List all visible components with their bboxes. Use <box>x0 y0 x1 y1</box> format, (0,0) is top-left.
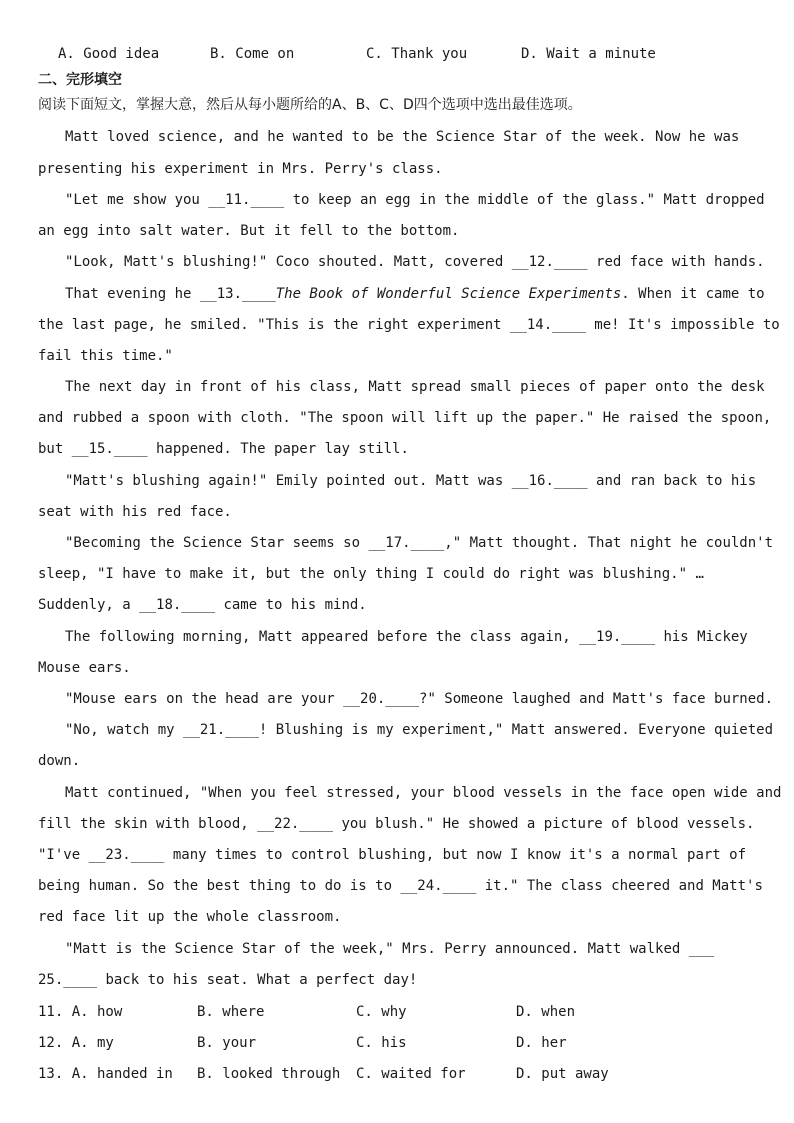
line-text: it." The class cheered and Matt's <box>476 878 763 894</box>
passage-line <box>38 907 754 927</box>
line-text: That evening he <box>65 286 200 302</box>
answer-option[interactable]: B. your <box>197 1035 257 1051</box>
passage-line <box>65 720 774 740</box>
line-text: "Look, Matt's blushing!" Coco shouted. Matt, covered <box>65 254 512 270</box>
passage-line <box>38 845 754 865</box>
line-text: "Matt's blushing again!" Emily pointed out. Matt was <box>65 473 512 489</box>
option-a: A. Good idea <box>58 46 160 62</box>
instruction: 阅读下面短文，掌握大意，然后从每小题所给的A、B、C、D四个选项中选出最佳选项。 <box>38 97 582 113</box>
line-text: ," Matt thought. That night he couldn't <box>444 535 774 551</box>
line-text: to keep an egg in the middle of the glass." Matt dropped <box>284 192 765 208</box>
passage-line <box>38 502 754 522</box>
passage-line <box>65 939 754 959</box>
blank-field[interactable]: __24.____ <box>400 878 477 894</box>
passage-line <box>38 159 754 179</box>
answer-option[interactable]: C. waited for <box>356 1066 466 1082</box>
line-text: came to his mind. <box>215 597 367 613</box>
passage-line <box>65 471 757 491</box>
line-text: many times to control blushing, but now I know it's a normal part of <box>164 847 747 863</box>
line-text: me! It's impossible to <box>585 317 780 333</box>
passage-line <box>38 595 754 615</box>
blank-field[interactable]: __18.____ <box>139 597 216 613</box>
line-text: "Let me show you <box>65 192 209 208</box>
line-text: ! Blushing is my experiment," Matt answered. Everyone quieted <box>258 722 774 738</box>
blank-field[interactable]: __13.____ <box>199 286 276 302</box>
answer-option[interactable]: 12. A. my <box>38 1035 114 1051</box>
line-text: you blush." He showed a picture of blood vessels. <box>333 816 755 832</box>
passage-line <box>38 221 754 241</box>
passage-line <box>38 658 754 678</box>
line-text: Matt loved science, and he wanted to be the Science Star of the week. Now he was <box>65 129 740 145</box>
answer-option[interactable]: D. put away <box>516 1066 609 1082</box>
line-text: Mouse ears. <box>38 660 131 676</box>
line-text: "Becoming the Science Star seems so <box>65 535 369 551</box>
line-text: ?" Someone laughed and Matt's face burned. <box>419 691 774 707</box>
passage-line <box>38 970 754 990</box>
blank-field[interactable]: __20.____ <box>343 691 420 707</box>
blank-field[interactable]: __11.____ <box>208 192 285 208</box>
line-text: seat with his red face. <box>38 504 232 520</box>
answer-option[interactable]: C. why <box>356 1004 407 1020</box>
passage-line <box>38 315 780 335</box>
line-text: . When it came to <box>621 286 765 302</box>
line-text: but <box>38 441 72 457</box>
passage-line <box>38 346 754 366</box>
line-text: back to his seat. What a perfect day! <box>97 972 418 988</box>
line-text: Suddenly, a <box>38 597 140 613</box>
passage-line <box>65 284 765 304</box>
line-text: red face with hands. <box>587 254 765 270</box>
line-text: "Mouse ears on the head are your <box>65 691 344 707</box>
line-text: "No, watch my <box>65 722 184 738</box>
line-text: "Matt is the Science Star of the week," Mrs. Perry announced. Matt walked ___ <box>65 941 715 957</box>
book-title: The Book of Wonderful Science Experiments <box>275 286 622 302</box>
passage-line <box>65 533 774 553</box>
passage-line <box>65 783 782 803</box>
line-text: fail this time." <box>38 348 173 364</box>
passage-line <box>65 377 765 397</box>
answer-option[interactable]: B. where <box>197 1004 265 1020</box>
answer-option[interactable]: B. looked through <box>197 1066 341 1082</box>
line-text: presenting his experiment in Mrs. Perry's class. <box>38 161 443 177</box>
passage-line <box>38 408 772 428</box>
passage-line <box>38 751 754 771</box>
line-text: the last page, he smiled. "This is the right experiment <box>38 317 511 333</box>
blank-field[interactable]: __21.____ <box>183 722 259 738</box>
blank-field[interactable]: __14.____ <box>510 317 586 333</box>
line-text: and rubbed a spoon with cloth. "The spoon will lift up the paper." He raised the spoon, <box>38 410 772 426</box>
line-text: The next day in front of his class, Matt spread small pieces of paper onto the desk <box>65 379 765 395</box>
line-text: fill the skin with blood, <box>38 816 258 832</box>
option-b: B. Come on <box>210 46 295 62</box>
line-text: down. <box>38 753 81 769</box>
line-text: his Mickey <box>655 629 748 645</box>
line-text: The following morning, Matt appeared before the class again, <box>65 629 580 645</box>
blank-field[interactable]: __23.____ <box>88 847 165 863</box>
blank-field[interactable]: __12.____ <box>511 254 588 270</box>
option-d: D. Wait a minute <box>521 46 656 62</box>
section-title: 二、完形填空 <box>38 72 122 88</box>
blank-field[interactable]: __15.____ <box>71 441 148 457</box>
line-text: sleep, "I have to make it, but the only thing I could do right was blushing." … <box>38 566 704 582</box>
line-text: Matt continued, "When you feel stressed, your blood vessels in the face open wide and <box>65 785 782 801</box>
passage-line <box>38 876 763 896</box>
blank-field[interactable]: __19.____ <box>579 629 656 645</box>
answer-option[interactable]: D. her <box>516 1035 567 1051</box>
passage-line <box>65 127 754 147</box>
passage-line <box>65 252 765 272</box>
line-text: happened. The paper lay still. <box>147 441 409 457</box>
line-text: and ran back to his <box>587 473 757 489</box>
passage-line <box>65 627 754 647</box>
blank-field[interactable]: __16.____ <box>511 473 588 489</box>
answer-option[interactable]: D. when <box>516 1004 576 1020</box>
answer-option[interactable]: C. his <box>356 1035 407 1051</box>
passage-line <box>38 439 754 459</box>
passage-line <box>38 814 754 834</box>
line-text: an egg into salt water. But it fell to the bottom. <box>38 223 460 239</box>
blank-field[interactable]: 25.____ <box>38 972 98 988</box>
option-c: C. Thank you <box>366 46 468 62</box>
answer-option[interactable]: 11. A. how <box>38 1004 123 1020</box>
passage-line <box>65 689 774 709</box>
passage-line <box>65 190 765 210</box>
answer-option[interactable]: 13. A. handed in <box>38 1066 173 1082</box>
blank-field[interactable]: __17.____ <box>368 535 445 551</box>
line-text: "I've <box>38 847 89 863</box>
line-text: red face lit up the whole classroom. <box>38 909 342 925</box>
line-text: being human. So the best thing to do is to <box>38 878 401 894</box>
passage-line <box>38 564 754 584</box>
blank-field[interactable]: __22.____ <box>257 816 334 832</box>
